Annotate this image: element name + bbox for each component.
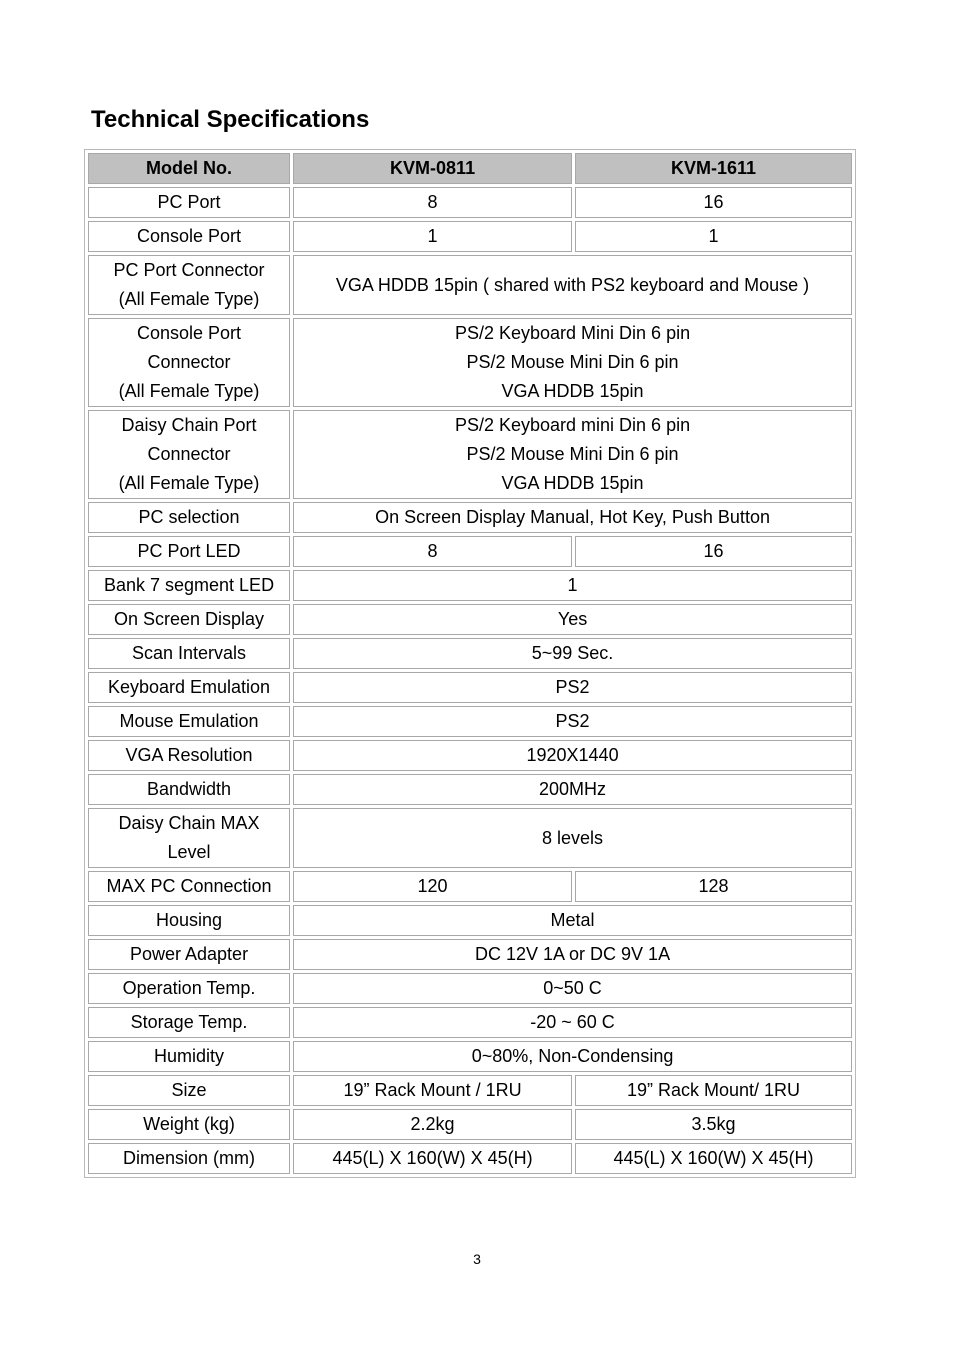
row-value-a: 1 [293,221,572,252]
row-value: DC 12V 1A or DC 9V 1A [293,939,852,970]
table-row [88,1041,852,1072]
value-line: PS/2 Keyboard mini Din 6 pin [454,415,691,435]
row-value [293,318,852,407]
row-value-b: 1 [575,221,852,252]
table-row [88,871,852,902]
row-label: Storage Temp. [88,1007,290,1038]
header-model-label: Model No. [88,153,290,184]
value-line: PS/2 Keyboard Mini Din 6 pin [454,323,691,343]
table-row [88,905,852,936]
label-line: PC Port Connector [113,260,265,280]
row-value-a: 19” Rack Mount / 1RU [293,1075,572,1106]
row-label: Scan Intervals [88,638,290,669]
row-label [88,808,290,868]
row-value: 200MHz [293,774,852,805]
label-line: (All Female Type) [118,289,260,309]
row-value-a: 2.2kg [293,1109,572,1140]
header-model-b: KVM-1611 [575,153,852,184]
row-label: On Screen Display [88,604,290,635]
value-line: VGA HDDB 15pin [501,381,644,401]
table-row [88,672,852,703]
table-row [88,706,852,737]
label-line: (All Female Type) [118,381,260,401]
table-row [88,939,852,970]
row-label: Humidity [88,1041,290,1072]
table-row [88,808,852,868]
value-line: PS/2 Mouse Mini Din 6 pin [466,352,679,372]
row-value-a: 445(L) X 160(W) X 45(H) [293,1143,572,1174]
row-value-b: 3.5kg [575,1109,852,1140]
row-value: 0~50 C [293,973,852,1004]
table-row [88,570,852,601]
page-title: Technical Specifications [91,106,370,133]
label-line: Level [167,842,211,862]
row-value: 1920X1440 [293,740,852,771]
row-label: Bank 7 segment LED [88,570,290,601]
row-value: 0~80%, Non-Condensing [293,1041,852,1072]
row-value: On Screen Display Manual, Hot Key, Push Button [293,502,852,533]
table-row [88,502,852,533]
row-value-b: 16 [575,536,852,567]
table-row [88,973,852,1004]
table-row [88,410,852,499]
table-row [88,255,852,315]
row-label: Weight (kg) [88,1109,290,1140]
row-label: Power Adapter [88,939,290,970]
row-label: Size [88,1075,290,1106]
row-value: VGA HDDB 15pin ( shared with PS2 keyboard and Mouse ) [293,255,852,315]
label-line: Daisy Chain Port [121,415,257,435]
row-value: 1 [293,570,852,601]
row-label: Bandwidth [88,774,290,805]
table-row [88,1109,852,1140]
row-label: VGA Resolution [88,740,290,771]
table-row [88,318,852,407]
row-label: Housing [88,905,290,936]
label-line: Connector [147,352,231,372]
value-line: VGA HDDB 15pin [501,473,644,493]
row-value: Yes [293,604,852,635]
table-row [88,1075,852,1106]
row-label: Dimension (mm) [88,1143,290,1174]
row-value: PS2 [293,672,852,703]
row-value-a: 120 [293,871,572,902]
table-row [88,1007,852,1038]
row-value-a: 8 [293,187,572,218]
row-label: PC Port [88,187,290,218]
row-label: PC selection [88,502,290,533]
table-row [88,638,852,669]
row-value-b: 19” Rack Mount/ 1RU [575,1075,852,1106]
label-line: Connector [147,444,231,464]
label-line: (All Female Type) [118,473,260,493]
row-label [88,255,290,315]
row-value: PS2 [293,706,852,737]
row-value: 5~99 Sec. [293,638,852,669]
row-value: Metal [293,905,852,936]
row-label: Console Port [88,221,290,252]
label-line: Console Port [137,323,242,343]
row-value-b: 16 [575,187,852,218]
table-row [88,187,852,218]
table-header-row [88,153,852,184]
spec-table [84,149,856,1178]
row-label: Keyboard Emulation [88,672,290,703]
row-label: Operation Temp. [88,973,290,1004]
header-model-a: KVM-0811 [293,153,572,184]
row-label [88,318,290,407]
table-row [88,740,852,771]
value-line: PS/2 Mouse Mini Din 6 pin [466,444,679,464]
row-label: PC Port LED [88,536,290,567]
table-row [88,1143,852,1174]
table-row [88,604,852,635]
label-line: Daisy Chain MAX [118,813,260,833]
table-row [88,774,852,805]
table-row [88,221,852,252]
row-value-a: 8 [293,536,572,567]
table-row [88,536,852,567]
row-value [293,410,852,499]
row-label [88,410,290,499]
row-value-b: 128 [575,871,852,902]
row-value: 8 levels [293,808,852,868]
row-label: MAX PC Connection [88,871,290,902]
row-label: Mouse Emulation [88,706,290,737]
row-value-b: 445(L) X 160(W) X 45(H) [575,1143,852,1174]
row-value: -20 ~ 60 C [293,1007,852,1038]
page-number: 3 [473,1251,481,1267]
